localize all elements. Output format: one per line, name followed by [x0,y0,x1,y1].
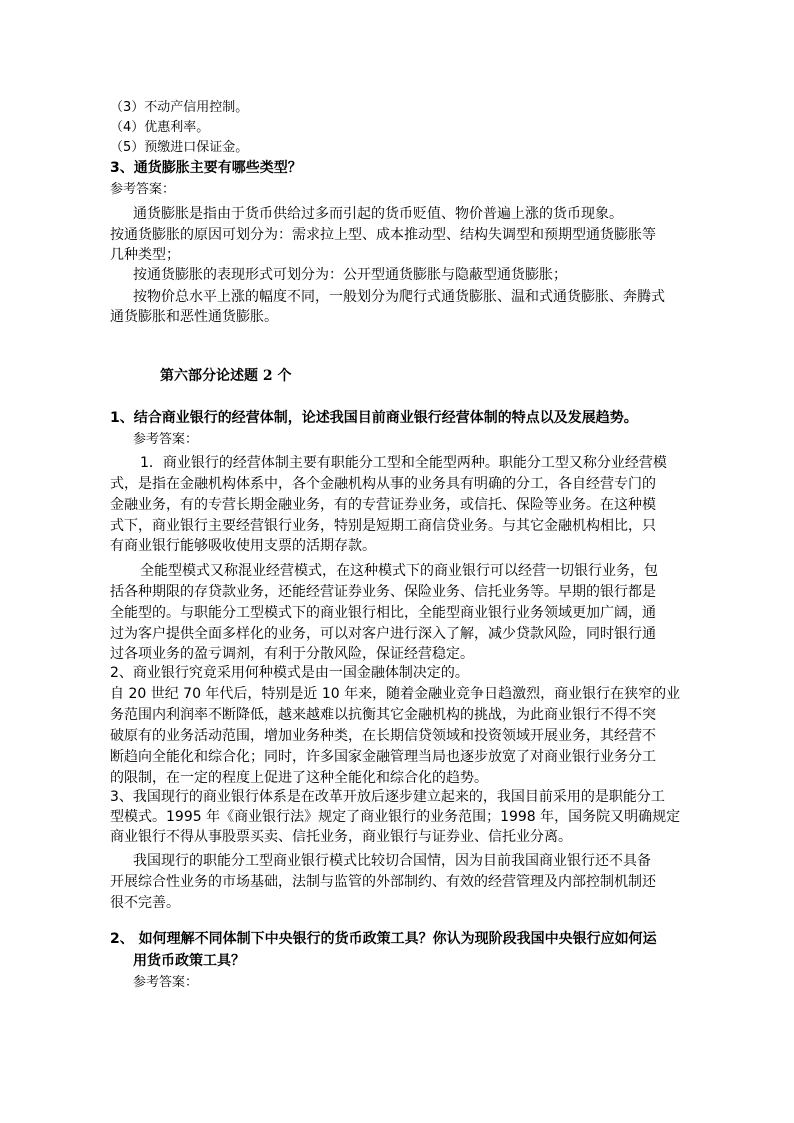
question-heading: 用货币政策工具？ [133,953,245,969]
paragraph-line: 商业银行不得从事股票买卖、信托业务，商业银行与证券业、信托业分离。 [110,829,572,845]
paragraph-line: 通货膨胀和恶性通货膨胀。 [110,309,278,325]
paragraph-line: 几种类型； [110,247,180,263]
paragraph-line: 按通货膨胀的原因可划分为：需求拉上型、成本推动型、结构失调型和预期型通货膨胀等 [110,227,656,243]
paragraph-line: 我国现行的职能分工型商业银行模式比较切合国情，因为目前我国商业银行还不具备 [133,853,651,869]
paragraph-line: 自 20 世纪 70 年代后，特别是近 10 年来，随着金融业竞争日趋激烈，商业银行在狭窄的业 [110,686,681,702]
list-item: （4）优惠利率。 [110,120,210,135]
question-heading: 3、通货膨胀主要有哪些类型？ [110,160,302,176]
paragraph-line: 按通货膨胀的表现形式可划分为：公开型通货膨胀与隐蔽型通货膨胀； [133,267,567,283]
paragraph-line: 型模式。1995 年《商业银行法》规定了商业银行的业务范围；1998 年，国务院又明确规定 [110,809,681,825]
answer-label: 参考答案： [110,182,176,197]
question-heading: 1、结合商业银行的经营体制，论述我国目前商业银行经营体制的特点以及发展趋势。 [110,410,638,426]
paragraph-line: 式，是指在金融机构体系中，各个金融机构从事的业务具有明确的分工，各自经营专门的 [110,476,656,492]
paragraph-line: 金融业务，有的专营长期金融业务，有的专营证券业务，或信托、保险等业务。在这种模 [110,497,656,513]
paragraph-line: 破原有的业务活动范围，增加业务种类，在长期信贷领域和投资领域开展业务，其经营不 [110,728,656,744]
paragraph-line: 的限制，在一定的程度上促进了这种全能化和综合化的趋势。 [110,770,488,786]
paragraph-line: 式下，商业银行主要经营银行业务，特别是短期工商信贷业务。与其它金融机构相比，只 [110,518,656,534]
paragraph-line: 过各项业务的盈亏调剂，有利于分散风险，保证经营稳定。 [110,646,474,662]
answer-label: 参考答案： [133,975,199,990]
list-item: （5）预缴进口保证金。 [110,140,249,155]
paragraph-line: 断趋向全能化和综合化；同时，许多国家金融管理当局也逐步放宽了对商业银行业务分工 [110,749,656,765]
paragraph-line: 务范围内利润率不断降低，越来越难以抗衡其它金融机构的挑战，为此商业银行不得不突 [110,707,656,723]
question-heading: 2、 如何理解不同体制下中央银行的货币政策工具？你认为现阶段我国中央银行应如何运 [110,931,657,947]
paragraph-line: 2、商业银行究竟采用何种模式是由一国金融体制决定的。 [110,665,469,681]
answer-label: 参考答案： [133,432,199,447]
paragraph-line: 全能型模式又称混业经营模式，在这种模式下的商业银行可以经营一切银行业务，包 [140,563,658,579]
list-item: （3）不动产信用控制。 [110,100,249,115]
paragraph-line: 括各种期限的存贷款业务，还能经营证券业务、保险业务、信托业务等。早期的银行都是 [110,584,656,600]
paragraph-line: 过为客户提供全面多样化的业务，可以对客户进行深入了解，减少贷款风险，同时银行通 [110,626,656,642]
paragraph-line: 1．商业银行的经营体制主要有职能分工型和全能型两种。职能分工型又称分业经营模 [140,455,667,471]
section-title: 第六部分论述题 2 个 [160,368,292,384]
paragraph-line: 有商业银行能够吸收使用支票的活期存款。 [110,538,376,554]
paragraph-line: 很不完善。 [110,895,180,911]
paragraph-line: 开展综合性业务的市场基础，法制与监管的外部制约、有效的经营管理及内部控制机制还 [110,874,656,890]
paragraph-line: 全能型的。与职能分工型模式下的商业银行相比，全能型商业银行业务领域更加广阔，通 [110,605,656,621]
paragraph-line: 通货膨胀是指由于货币供给过多而引起的货币贬值、物价普遍上涨的货币现象。 [133,206,623,222]
paragraph-line: 3、我国现行的商业银行体系是在改革开放后逐步建立起来的，我国目前采用的是职能分工 [110,789,665,805]
paragraph-line: 按物价总水平上涨的幅度不同，一般划分为爬行式通货膨胀、温和式通货膨胀、奔腾式 [133,289,665,305]
